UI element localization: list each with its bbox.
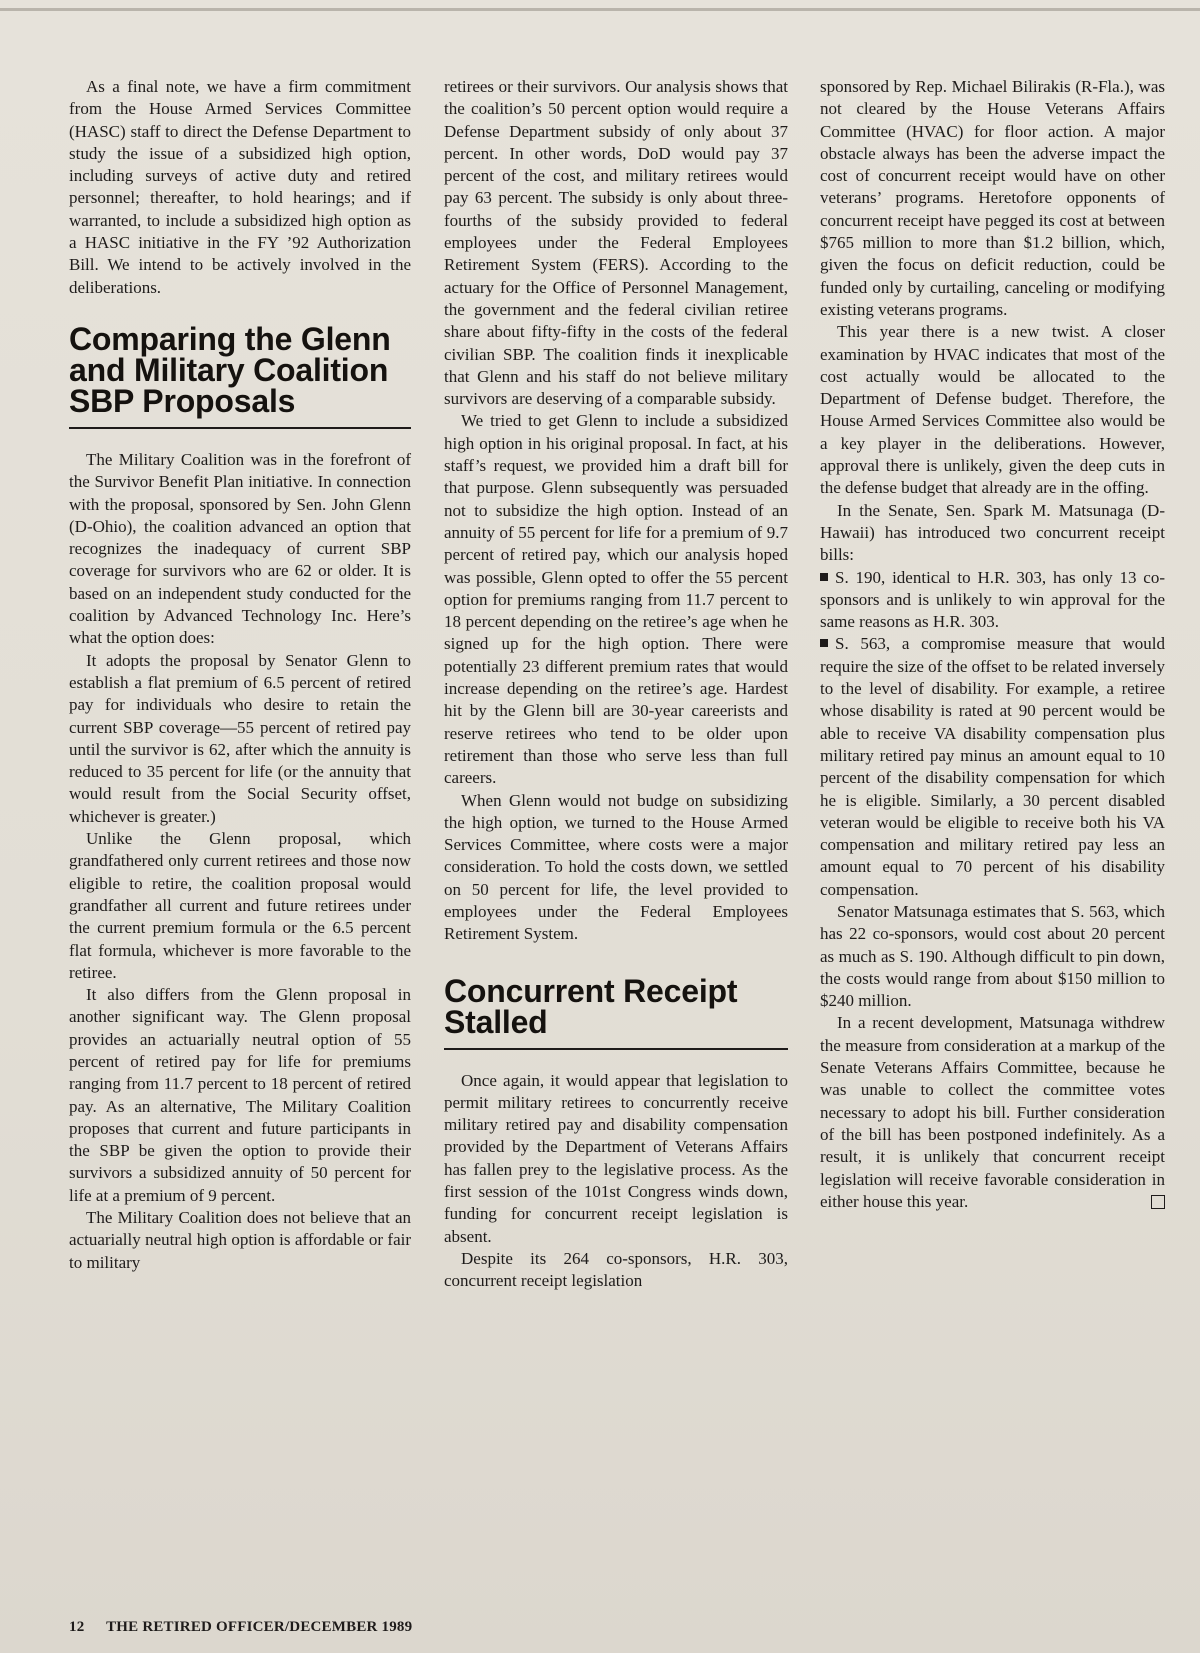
paragraph: The Military Coalition does not believe that an actuarially neutral high option is affordable or fair to military: [69, 1208, 411, 1272]
publication-name: THE RETIRED OFFICER/DECEMBER 1989: [106, 1619, 413, 1635]
paragraph: Unlike the Glenn proposal, which grandfathered only current retirees and those now eligible to retire, the coalition proposal would grandfather all current and future retirees under the current premium formula or the 6.5 percent flat formula, whichever is more favorable to the retiree.: [69, 829, 411, 982]
page-footer: [69, 1619, 412, 1636]
paragraph: retirees or their survivors. Our analysis shows that the coalition’s 50 percent option would require a Defense Department subsidy of only about 37 percent. In other words, DoD would pay 37 percent of the cost, and military retirees would pay 63 percent. The subsidy is only about three-fourths of the subsidy provided to federal employees under the Federal Employees Retirement System (FERS). According to the actuary for the Office of Personnel Management, the government and the federal civilian retiree share about fifty-fifty in the costs of the federal civilian SBP. The coalition finds it inexplicable that Glenn and his staff do not believe military survivors are deserving of a comparable subsidy.: [444, 77, 788, 409]
section-heading-sbp: Comparing the Glenn and Military Coalition SBP Proposals: [69, 320, 391, 419]
paragraph: It adopts the proposal by Senator Glenn to establish a flat premium of 6.5 percent of retired pay for individuals who desire to retain the current SBP coverage—55 percent of retired pay until the survivor is 62, after which the annuity is reduced to 35 percent for life (or the annuity that would result from the Social Security offset, whichever is greater.): [69, 650, 411, 826]
paragraph: When Glenn would not budge on subsidizing the high option, we turned to the House Armed Services Committee, where costs were a major consideration. To hold the costs down, we settled on 50 percent for life, the level provided to employees under the Federal Employees Retirement System.: [444, 790, 788, 944]
paragraph: sponsored by Rep. Michael Bilirakis (R-Fla.), was not cleared by the House Veterans Affairs Committee (HVAC) for floor action. A major obstacle always has been the adverse impact the cost of concurrent receipt would have on other veterans’ programs. Heretofore opponents of concurrent receipt have pegged its cost at between $765 million to more than $1.2 billion, which, given the focus on deficit reduction, could be funded only by curtailing, canceling or modifying existing veterans programs.: [820, 77, 1165, 319]
heading-rule: [444, 1048, 788, 1050]
bullet-square-icon: [820, 639, 828, 647]
paragraph: As a final note, we have a firm commitment from the House Armed Services Committee (HASC) staff to direct the Defense Department to study the issue of a subsidized high option, including surveys of active duty and retired personnel; thereafter, to hold hearings; and if warranted, to include a subsidized high option as a HASC initiative in the FY ’92 Authorization Bill. We intend to be actively involved in the deliberations.: [69, 77, 411, 297]
top-edge-line: [0, 8, 1200, 11]
bullet-item: [820, 567, 1165, 634]
section-heading-concurrent-receipt: Concurrent Receipt Stalled: [444, 972, 738, 1040]
paragraph: Once again, it would appear that legislation to permit military retirees to concurrently receive military retired pay and disability compensation provided by the Department of Veterans Affairs has fallen prey to the legislative process. As the first session of the 101st Congress winds down, funding for concurrent receipt legislation is absent.: [444, 1070, 788, 1246]
bullet-square-icon: [820, 573, 828, 581]
page-number: 12: [69, 1619, 85, 1635]
paragraph: It also differs from the Glenn proposal in another significant way. The Glenn proposal provides an actuarially neutral option of 55 percent of retired pay for life for premiums ranging from 11.7 percent to 18 percent of retired pay. As an alternative, The Military Coalition proposes that current and future participants in the SBP be given the option to provide their survivors a subsidized annuity of 50 percent for life at a premium of 9 percent.: [69, 985, 411, 1205]
paragraph: In the Senate, Sen. Spark M. Matsunaga (D-Hawaii) has introduced two concurrent receipt bills:: [820, 500, 1165, 565]
bullet-text: S. 190, identical to H.R. 303, has only 13 co-sponsors and is unlikely to win approval for the same reasons as H.R. 303.: [820, 567, 1165, 632]
heading-rule: [69, 427, 411, 429]
paragraph: Despite its 264 co-sponsors, H.R. 303, concurrent receipt legislation: [444, 1248, 788, 1291]
paragraph-text: In a recent development, Matsunaga withdrew the measure from consideration at a markup of the Senate Veterans Affairs Committee, because he was unable to collect the committee votes necessary to adopt his bill. Further consideration of the bill has been postponed indefinitely. As a result, it is unlikely that concurrent receipt legislation will receive favorable consideration in either house this year.: [820, 1013, 1165, 1211]
column-1: [69, 76, 411, 1274]
column-2: [444, 76, 788, 1293]
paragraph: The Military Coalition was in the forefront of the Survivor Benefit Plan initiative. In connection with the proposal, sponsored by Sen. John Glenn (D-Ohio), the coalition advanced an option that recognizes the inadequacy of current SBP coverage for survivors who are 62 or older. It is based on an independent study conducted for the coalition by Advanced Technology Inc. Here’s what the option does:: [69, 449, 411, 648]
bullet-item: [820, 633, 1165, 901]
paragraph: Senator Matsunaga estimates that S. 563, which has 22 co-sponsors, would cost about 20 percent as much as S. 190. Although difficult to pin down, the costs would range from about $150 million to $240 million.: [820, 901, 1165, 1011]
column-3: [820, 76, 1165, 1213]
paragraph: This year there is a new twist. A closer examination by HVAC indicates that most of the cost actually would be allocated to the Department of Defense budget. Therefore, the House Armed Services Committee also would be a key player in the deliberations. However, approval there is unlikely, given the deep cuts in the defense budget that already are in the offing.: [820, 322, 1165, 498]
end-mark-icon: [1151, 1195, 1165, 1209]
paragraph: [820, 1012, 1165, 1213]
bullet-text: S. 563, a compromise measure that would require the size of the offset to be related inversely to the level of disability. For example, a retiree whose disability is rated at 90 percent would be able to receive VA disability compensation plus military retired pay minus an amount equal to 10 percent of the disability compensation for which he is eligible. Similarly, a 30 percent disabled veteran would be eligible to receive both his VA compensation and military retired pay less an amount equal to 70 percent of his disability compensation.: [820, 634, 1165, 899]
paragraph: We tried to get Glenn to include a subsidized high option in his original proposal. In fact, at his staff’s request, we provided him a draft bill for that purpose. Glenn subsequently was persuaded not to subsidize the high option. Instead of an annuity of 55 percent for life for a premium of 9.7 percent of retired pay, which our analysis hoped was possible, Glenn opted to offer the 55 percent option for premiums ranging from 11.7 percent to 18 percent depending on the retiree’s age when he signed up for the high option. There were potentially 23 different premium rates that would increase depending on the retiree’s age. Hardest hit by the Glenn bill are 30-year careerists and reserve retirees who tend to be older upon retirement than those who serve less than full careers.: [444, 411, 788, 788]
